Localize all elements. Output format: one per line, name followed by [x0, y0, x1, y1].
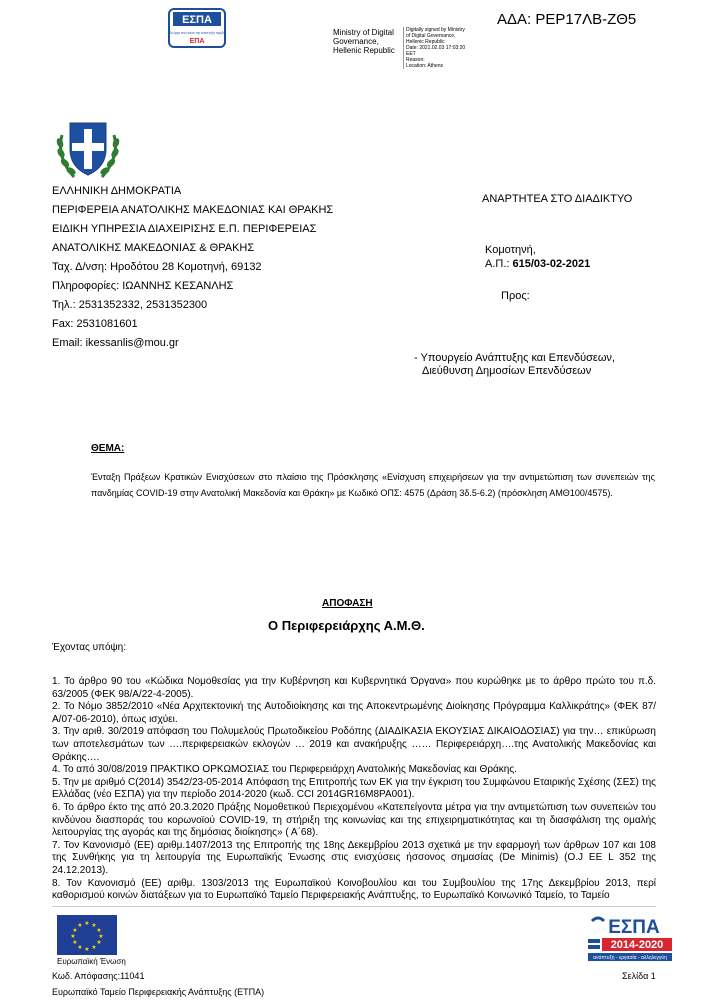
signer-org-line: Hellenic Republic	[333, 46, 395, 55]
svg-text:★: ★	[96, 927, 102, 934]
espa-logo-period: 2014-2020	[610, 939, 664, 951]
espa-stamp-logo	[168, 8, 226, 48]
decision-label: ΑΠΟΦΑΣΗ	[322, 598, 373, 609]
sender-line-contact: Πληροφορίες: ΙΩΑΝΝΗΣ ΚΕΣΑΝΛΗΣ	[52, 280, 234, 292]
protocol-value: 615/03-02-2021	[512, 258, 591, 270]
signer-organization	[333, 28, 403, 55]
sender-line-phone: Τηλ.: 2531352332, 2531352300	[52, 299, 208, 311]
list-item: 7. Τον Κανονισμό (ΕΕ) αριθμ.1407/2013 της Επιτροπής της 18ης Δεκεμβρίου 2013 σχετικά με την εφαρμογή των άρθρων 107 και 108 της Συνθήκης για τη λειτουργία της Ευρωπαϊκής Ένωσης στις ενισχύσεις ήσσονος σημασίας (De Minimis) (O.J EE L 352 της 24.12.2013).	[52, 839, 656, 876]
considering-label: Έχοντας υπόψη:	[52, 642, 126, 653]
signer-org-line: Ministry of Digital	[333, 28, 394, 37]
signature-line: Digitally signed by Ministry	[406, 27, 465, 33]
greek-emblem-logo	[52, 115, 124, 183]
signature-line: Location: Athens	[406, 63, 443, 69]
eu-flag-icon	[57, 915, 117, 955]
svg-text:★: ★	[84, 920, 90, 927]
recipient-ministry: - Υπουργείο Ανάπτυξης και Επενδύσεων,	[414, 352, 615, 364]
page-number: Σελίδα 1	[622, 971, 656, 981]
signature-line: Reason:	[406, 57, 425, 63]
digital-signature	[403, 27, 486, 69]
fund-name: Ευρωπαϊκό Ταμείο Περιφερειακής Ανάπτυξης (ΕΤΠΑ)	[52, 987, 265, 997]
espa-stamp-title: ΕΣΠΑ	[182, 14, 212, 26]
svg-text:★: ★	[77, 922, 83, 929]
svg-text:★: ★	[91, 922, 97, 929]
subject-text: Ένταξη Πράξεων Κρατικών Ενισχύσεων στο πλαίσιο της Πρόσκλησης «Ενίσχυση επιχειρήσεων για την αντιμετώπιση των συνεπειών της πανδημίας COVID-19 στην Ανατολική Μακεδονία και Θράκη» με Κωδικό ΟΠΣ: 4575 (Δράση 3δ.5-6.2) (πρόσκληση ΑΜΘ100/4575).	[91, 472, 655, 498]
signature-line: of Digital Governance,	[406, 33, 456, 39]
list-item: 3. Την αριθ. 30/2019 απόφαση του Πολυμελούς Πρωτοδικείου Ροδόπης (ΔΙΑΔΙΚΑΣΙΑ ΕΚΟΥΣΙΑΣ ΔΙΚΑΙΟΔΟΣΙΑΣ) για την… επικύρωση των αποτελεσμάτων των ….περιφερειακών εκλογών … 2019 και ανακήρυξης …… Περιφερειάρχη….της Ανατολικής Μακεδονίας και Θράκης….	[52, 726, 656, 763]
svg-text:★: ★	[84, 946, 90, 953]
list-item: 1. Το άρθρο 90 του «Κώδικα Νομοθεσίας για την Κυβέρνηση και Κυβερνητικά Όργανα» που κυρώθηκε με το άρθρο πρώτο του π.δ. 63/2005 (ΦΕΚ 98/Α/22-4-2005).	[52, 676, 656, 700]
list-item: 2. Το Νόμο 3852/2010 «Νέα Αρχιτεκτονική της Αυτοδιοίκησης και της Αποκεντρωμένης Διοίκησης Πρόγραμμα Καλλικράτης» (ΦΕΚ 87/Α/07-06-2010), όπως ισχύει.	[52, 701, 656, 725]
espa-logo-title: ΕΣΠΑ	[608, 917, 660, 938]
city-label: Κομοτηνή,	[485, 244, 536, 256]
eu-flag-logo	[57, 915, 117, 955]
espa-stamp-slogan: Το έργο που κάνει την ανάπτυξη πράξη	[169, 31, 225, 35]
eu-label: Ευρωπαϊκή Ένωση	[57, 957, 126, 966]
post-online-note: ΑΝΑΡΤΗΤΕΑ ΣΤΟ ΔΙΑΔΙΚΤΥΟ	[482, 193, 633, 205]
sender-block	[52, 182, 333, 353]
svg-text:★: ★	[70, 933, 76, 940]
espa-stamp-sub: ΕΠΑ	[189, 38, 205, 45]
considerations-list	[52, 676, 656, 903]
list-item: 4. Το από 30/08/2019 ΠΡΑΚΤΙΚΟ ΟΡΚΩΜΟΣΙΑΣ του Περιφερειάρχη Ανατολικής Μακεδονίας και Θράκης.	[52, 764, 517, 776]
signature-line: Hellenic Republic	[406, 39, 445, 45]
recipient-directorate: Διεύθυνση Δημοσίων Επενδύσεων	[422, 365, 592, 377]
list-item: 5. Την με αριθμό C(2014) 3542/23-05-2014 Απόφαση της Επιτροπής των ΕΚ για την έγκριση του Συμφώνου Εταιρικής Σχέσης (ΣΕΣ) της Ελλάδας (νέο ΕΣΠΑ) για την περίοδο 2014-2020 (κωδ. CCI 2014GR16M8PA001).	[52, 776, 656, 801]
espa-2014-2020-icon	[586, 913, 674, 963]
list-item: 8. Τον Κανονισμό (ΕΕ) αριθμ. 1303/2013 της Ευρωπαϊκού Κοινοβουλίου και του Συμβουλίου της 17ης Δεκεμβρίου 2013, περί καθορισμού κοινών διατάξεων για το Ευρωπαϊκό Ταμείο Περιφερειακής Ανάπτυξης, το Ευρωπαϊκό Κοινωνικό Ταμείο, το Ταμείο	[52, 877, 656, 902]
signature-line: Date: 2021.02.03 17:03:20	[406, 45, 466, 51]
signature-line: EET	[406, 51, 416, 57]
protocol-number	[485, 257, 590, 271]
ada-code: ΑΔΑ: ΡΕΡ17ΛΒ-ΖΘ5	[497, 11, 637, 28]
svg-text:★: ★	[72, 927, 78, 934]
subject-label: ΘΕΜΑ:	[91, 443, 125, 454]
svg-text:★: ★	[77, 944, 83, 951]
svg-text:★: ★	[72, 939, 78, 946]
protocol-label: Α.Π.:	[485, 258, 513, 270]
sender-line-address: Ταχ. Δ/νση: Ηροδότου 28 Κομοτηνή, 69132	[52, 261, 262, 273]
espa-logo-slogan: ανάπτυξη - εργασία - αλληλεγγύη	[593, 955, 667, 961]
signer-org-line: Governance,	[333, 37, 379, 46]
svg-text:★: ★	[98, 933, 104, 940]
svg-text:★: ★	[96, 939, 102, 946]
decision-code: Κωδ. Απόφασης:11041	[52, 971, 145, 981]
sender-line-region: ΠΕΡΙΦΕΡΕΙΑ ΑΝΑΤΟΛΙΚΗΣ ΜΑΚΕΔΟΝΙΑΣ ΚΑΙ ΘΡΑΚΗΣ	[52, 204, 334, 216]
sender-line-email: Email: ikessanlis@mou.gr	[52, 337, 179, 349]
footer-divider	[52, 906, 656, 907]
to-label: Προς:	[501, 290, 530, 302]
greek-coat-of-arms-icon	[52, 115, 124, 183]
sender-line-service: ΕΙΔΙΚΗ ΥΠΗΡΕΣΙΑ ΔΙΑΧΕΙΡΙΣΗΣ Ε.Π. ΠΕΡΙΦΕΡΕΙΑΣ	[52, 223, 317, 235]
decision-issuer: Ο Περιφερειάρχης Α.Μ.Θ.	[268, 618, 425, 633]
sender-line-republic: ΕΛΛΗΝΙΚΗ ΔΗΜΟΚΡΑΤΙΑ	[52, 185, 182, 197]
sender-line-fax: Fax: 2531081601	[52, 318, 138, 330]
sender-line-service-cont: ΑΝΑΤΟΛΙΚΗΣ ΜΑΚΕΔΟΝΙΑΣ & ΘΡΑΚΗΣ	[52, 242, 255, 254]
espa-2014-2020-logo	[586, 913, 674, 963]
svg-text:★: ★	[91, 944, 97, 951]
espa-stamp-icon	[168, 8, 226, 48]
list-item: 6. Το άρθρο έκτο της από 20.3.2020 Πράξης Νομοθετικού Περιεχομένου «Κατεπείγοντα μέτρα για την αντιμετώπιση των συνεπειών του κινδύνου διασποράς του κορωνοϊού COVID-19, τη στήριξη της κοινωνίας και της επιχειρηματικότητας και τη διασφάλιση της ομαλής λειτουργίας της αγοράς και της δημόσιας διοίκησης» ( Α΄68).	[52, 801, 656, 839]
